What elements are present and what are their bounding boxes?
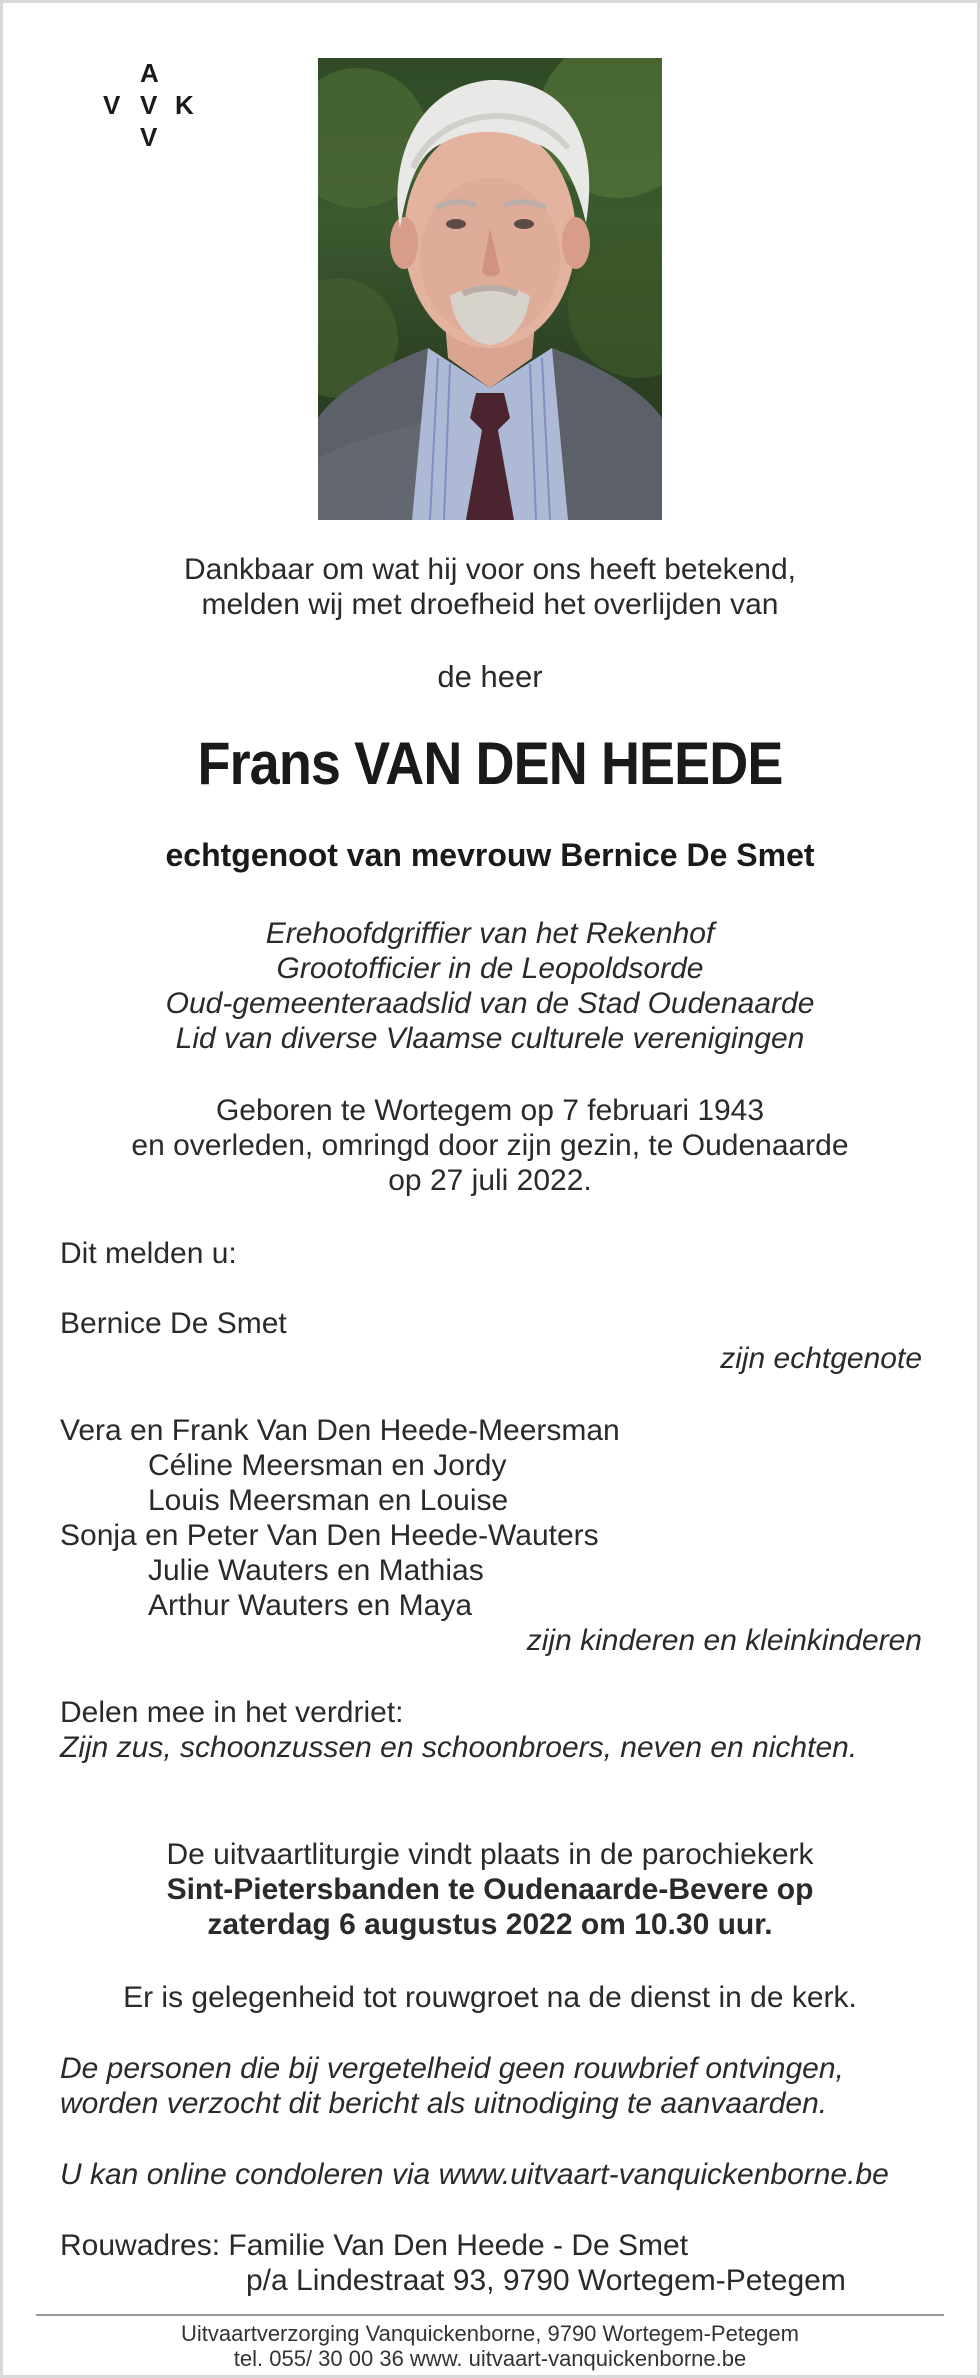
spouse-line: echtgenoot van mevrouw Bernice De Smet xyxy=(165,837,815,873)
vvka-symbol xyxy=(98,58,208,158)
liturgy-line-1: De uitvaartliturgie vindt plaats in de parochiekerk xyxy=(166,1838,814,1871)
share-text: Zijn zus, schoonzussen en schoonbroers, neven en nichten. xyxy=(60,1731,858,1764)
greeting-line: Er is gelegenheid tot rouwgroet na de dienst in de kerk. xyxy=(123,1981,857,2014)
liturgy-line-2: Sint-Pietersbanden te Oudenaarde-Bevere op xyxy=(166,1873,814,1906)
share-label: Delen mee in het verdriet: xyxy=(60,1696,404,1729)
death-line: en overleden, omringd door zijn gezin, te Oudenaarde xyxy=(131,1129,849,1162)
spouse-name: Bernice De Smet xyxy=(60,1307,287,1340)
footer-line-2: tel. 055/ 30 00 36 www. uitvaart-vanquickenborne.be xyxy=(233,2346,747,2371)
honorific: de heer xyxy=(437,659,543,694)
grandchild-2: Louis Meersman en Louise xyxy=(148,1484,509,1517)
notice-line-1: De personen die bij vergetelheid geen rouwbrief ontvingen, xyxy=(60,2052,844,2085)
symbol-right: K xyxy=(175,90,194,120)
child-family-2: Sonja en Peter Van Den Heede-Wauters xyxy=(60,1519,599,1552)
intro-line-2: melden wij met droefheid het overlijden van xyxy=(201,588,779,621)
grandchild-3: Julie Wauters en Mathias xyxy=(148,1554,484,1587)
child-family-1: Vera en Frank Van Den Heede-Meersman xyxy=(60,1414,620,1447)
address-line-1: Rouwadres: Familie Van Den Heede - De Smet xyxy=(60,2229,689,2262)
title-4: Lid van diverse Vlaamse culturele verenigingen xyxy=(175,1022,805,1055)
grandchild-1: Céline Meersman en Jordy xyxy=(148,1449,507,1482)
symbol-top: A xyxy=(140,58,159,88)
footer-line-1: Uitvaartverzorging Vanquickenborne, 9790 Wortegem-Petegem xyxy=(181,2321,799,2346)
address-line-2: p/a Lindestraat 93, 9790 Wortegem-Petegem xyxy=(246,2264,846,2297)
birth-line: Geboren te Wortegem op 7 februari 1943 xyxy=(215,1094,765,1127)
portrait-photo xyxy=(318,58,662,520)
symbol-center: V xyxy=(140,90,158,120)
online-condolence: U kan online condoleren via www.uitvaart-vanquickenborne.be xyxy=(60,2158,889,2191)
children-role: zijn kinderen en kleinkinderen xyxy=(526,1624,922,1657)
death-date-line: op 27 juli 2022. xyxy=(388,1164,592,1197)
spouse-role: zijn echtgenote xyxy=(720,1342,922,1375)
portrait-illustration xyxy=(318,58,662,520)
intro-line-1: Dankbaar om wat hij voor ons heeft betekend, xyxy=(183,553,797,586)
title-1: Erehoofdgriffier van het Rekenhof xyxy=(265,917,715,950)
title-3: Oud-gemeenteraadslid van de Stad Oudenaarde xyxy=(165,987,815,1020)
grandchild-4: Arthur Wauters en Maya xyxy=(148,1589,473,1622)
symbol-bottom: V xyxy=(140,122,158,152)
deceased-name: Frans VAN DEN HEEDE xyxy=(197,730,783,797)
liturgy-line-3: zaterdag 6 augustus 2022 om 10.30 uur. xyxy=(207,1908,773,1941)
announce-label: Dit melden u: xyxy=(60,1237,237,1270)
title-2: Grootofficier in de Leopoldsorde xyxy=(276,952,704,985)
notice-line-2: worden verzocht dit bericht als uitnodiging te aanvaarden. xyxy=(60,2087,828,2120)
symbol-left: V xyxy=(103,90,121,120)
footer-divider xyxy=(36,2314,944,2316)
